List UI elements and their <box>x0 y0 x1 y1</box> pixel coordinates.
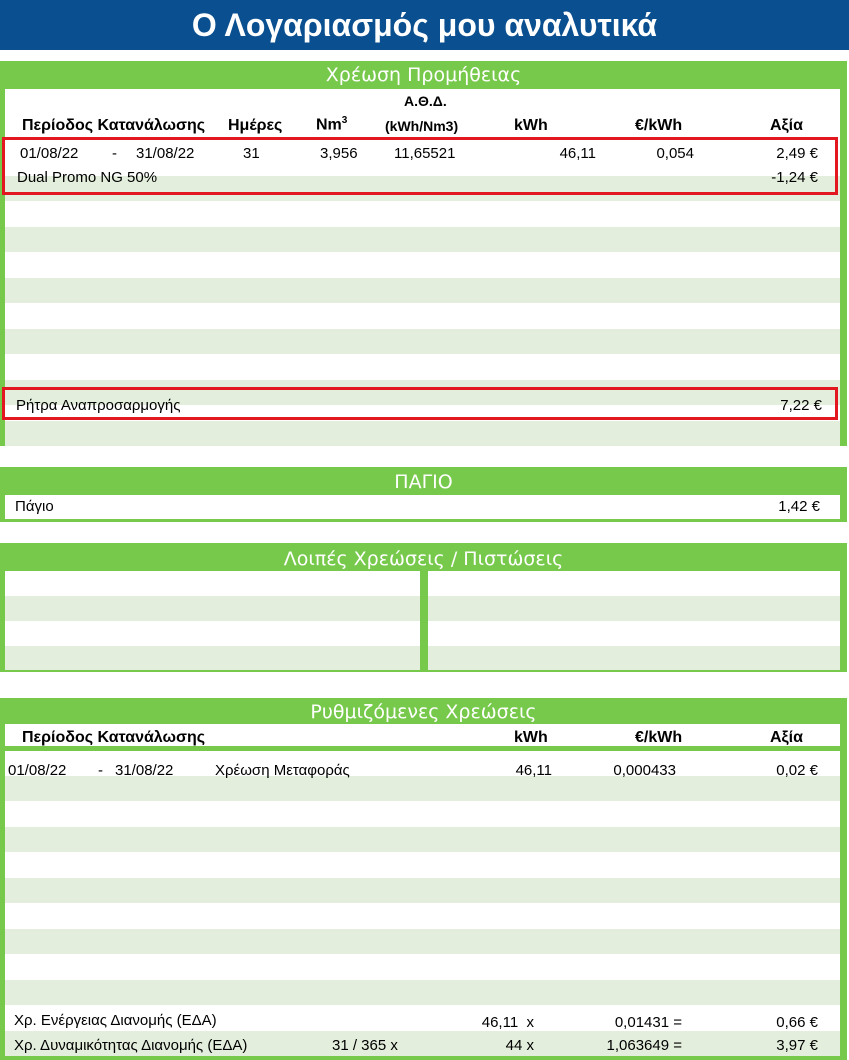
distribution-capacity-qty: 44 x <box>505 1037 534 1054</box>
header-period: Περίοδος Κατανάλωσης <box>22 117 206 134</box>
fixed-table <box>5 495 840 519</box>
regulated-title: Ρυθμιζόμενες Χρεώσεις <box>310 701 537 723</box>
distribution-capacity-rate: 1,063649 = <box>606 1037 682 1054</box>
regulated-row1-kwh: 46,11 <box>515 762 552 779</box>
supply-row1-dash: - <box>112 145 117 162</box>
supply-promo-label: Dual Promo NG 50% <box>17 169 158 186</box>
highlight-box-supply-rows <box>2 137 838 195</box>
regulated-row1-from: 01/08/22 <box>8 762 67 779</box>
supply-row1-agv: 11,65521 <box>394 145 456 162</box>
other-panel <box>0 543 847 672</box>
regulated-header-period: Περίοδος Κατανάλωσης <box>22 729 206 746</box>
header-nm3-label: Nm <box>316 116 342 134</box>
supply-promo-value: -1,24 € <box>771 169 818 186</box>
other-table-left <box>5 571 420 670</box>
supply-row1-to: 31/08/22 <box>136 145 195 162</box>
regulated-row1-dash: - <box>98 762 103 779</box>
regulated-header-eur-kwh: €/kWh <box>635 729 683 746</box>
other-title: Λοιπές Χρεώσεις / Πιστώσεις <box>283 548 564 570</box>
header-agv-top: Α.Θ.Δ. <box>404 93 447 109</box>
header-days: Ημέρες <box>228 117 283 134</box>
supply-title: Χρέωση Προμήθειας <box>325 64 522 86</box>
adjustment-value: 7,22 € <box>780 397 822 414</box>
regulated-row1-eur-kwh: 0,000433 <box>613 762 676 779</box>
supply-row1-value: 2,49 € <box>776 145 818 162</box>
supply-row1-nm3: 3,956 <box>320 145 358 162</box>
supply-row1-eur-kwh: 0,054 <box>656 145 694 162</box>
fixed-panel <box>0 467 847 522</box>
regulated-panel <box>0 698 847 1060</box>
supply-row1-kwh: 46,11 <box>559 145 596 162</box>
header-eur-kwh: €/kWh <box>635 117 683 134</box>
header-agv-bottom: (kWh/Nm3) <box>385 118 459 134</box>
distribution-capacity-days: 31 / 365 x <box>332 1037 398 1054</box>
header-value: Αξία <box>770 117 803 134</box>
adjustment-label: Ρήτρα Αναπροσαρμογής <box>16 397 181 414</box>
page-title: Ο Λογαριασμός μου αναλυτικά <box>0 0 849 50</box>
distribution-energy-qty: 46,11 x <box>481 1014 534 1031</box>
fixed-title: ΠΑΓΙΟ <box>394 471 453 493</box>
distribution-energy-rate: 0,01431 = <box>614 1014 682 1031</box>
other-table-right <box>428 571 840 670</box>
distribution-capacity-label: Χρ. Δυναμικότητας Διανομής (ΕΔΑ) <box>14 1037 248 1054</box>
fixed-value: 1,42 € <box>778 498 820 515</box>
header-nm3-sup: 3 <box>341 115 348 126</box>
distribution-energy-label: Χρ. Ενέργειας Διανομής (ΕΔΑ) <box>14 1012 217 1029</box>
distribution-capacity-value: 3,97 € <box>776 1037 818 1054</box>
supply-row1-from: 01/08/22 <box>20 145 79 162</box>
regulated-row1-to: 31/08/22 <box>115 762 174 779</box>
fixed-label: Πάγιο <box>15 498 54 515</box>
regulated-header-kwh: kWh <box>514 729 548 746</box>
supply-row1-days: 31 <box>243 145 260 162</box>
distribution-energy-value: 0,66 € <box>776 1014 818 1031</box>
regulated-row1-value: 0,02 € <box>776 762 818 779</box>
header-kwh: kWh <box>514 117 548 134</box>
regulated-header-value: Αξία <box>770 729 803 746</box>
regulated-row1-desc: Χρέωση Μεταφοράς <box>215 762 350 779</box>
header-nm3 <box>316 115 347 134</box>
highlight-box-adjustment <box>2 387 838 420</box>
regulated-table <box>5 751 840 1056</box>
